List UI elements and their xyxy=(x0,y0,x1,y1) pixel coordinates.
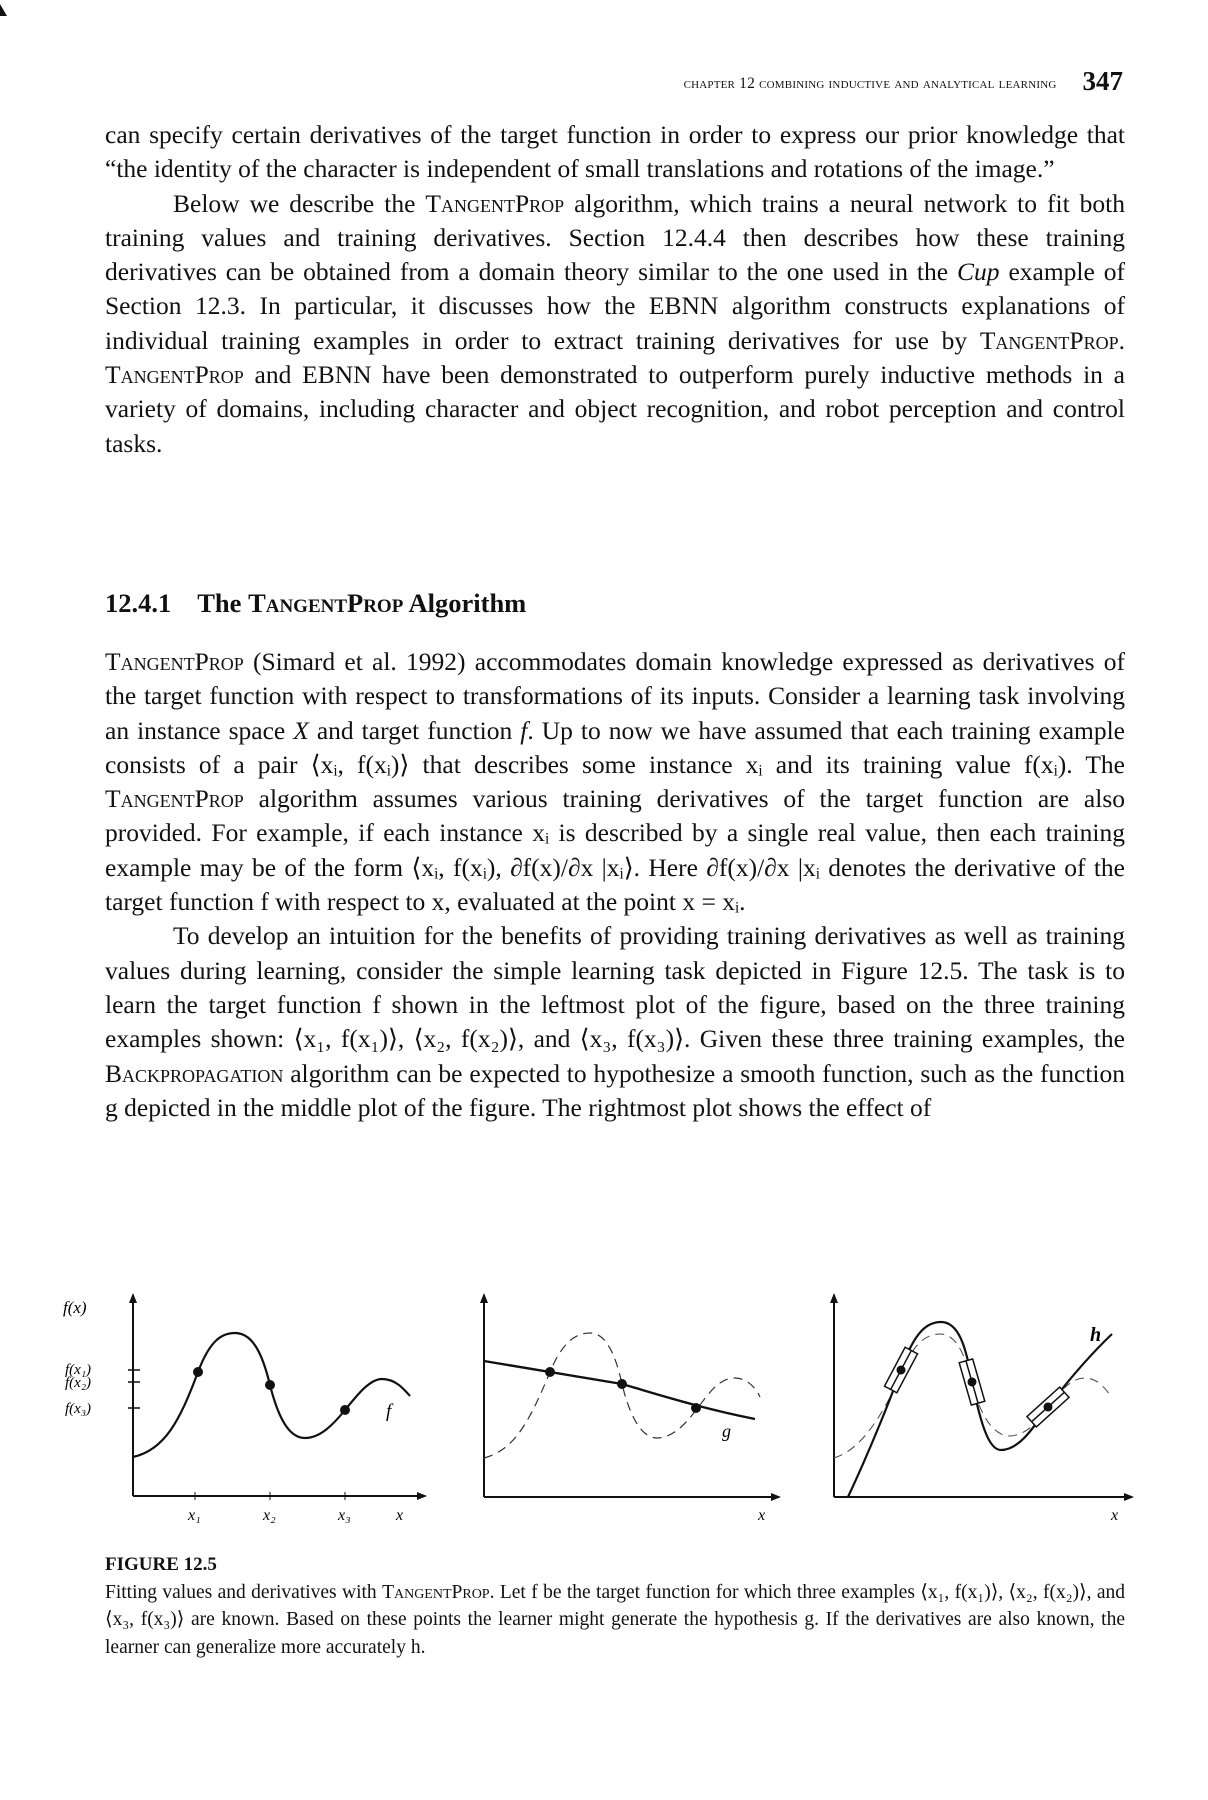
x-tick-label: x₂ xyxy=(263,1507,276,1524)
curve-label: h xyxy=(1090,1324,1102,1346)
y-tick-label: f(x₂) xyxy=(65,1375,92,1391)
figure-caption xyxy=(105,1551,1125,1661)
text: Algorithm xyxy=(403,588,527,618)
text: Below we describe the xyxy=(173,188,426,218)
paragraph xyxy=(105,187,1125,461)
page-number: 347 xyxy=(1082,66,1123,96)
text: . Let f be the target function for which three examples ⟨x₁, f(x₁)⟩, ⟨x₂, f(x₂)⟩, and ⟨x₃, f(x₃)⟩ are known. Based on these points the learner might generate the hypothesis g. If the derivatives are also known, the learner can generalize more accurately h. xyxy=(105,1581,1125,1658)
derivative-box xyxy=(1027,1387,1069,1427)
y-tick-label: f(x₃) xyxy=(65,1401,92,1417)
text: and target function xyxy=(308,715,521,745)
algorithm-name: TangentProp xyxy=(248,588,404,618)
y-axis-label: f(x) xyxy=(63,1298,87,1317)
figure-label: FIGURE 12.5 xyxy=(105,1554,217,1575)
section-number: 12.4.1 xyxy=(105,588,172,618)
x-axis-label: x xyxy=(396,1507,404,1524)
x-axis-label: x xyxy=(758,1507,766,1524)
algorithm-name: TangentProp. xyxy=(979,325,1125,355)
derivative-box xyxy=(959,1359,985,1405)
text: and EBNN have been demonstrated to outperform purely inductive methods in a variety of domains, including character and object recognition, and robot perception and control tasks. xyxy=(105,360,1125,458)
text: (Simard et al. 1992) accommodates domain knowledge expressed as derivatives of the target function with respect to transformations of its inputs. Consider a learning task involving an instance space xyxy=(105,647,1125,745)
text: algorithm can be expected to hypothesize a smooth function, such as the function g depicted in the middle plot of the figure. The rightmost plot shows the effect of xyxy=(105,1058,1125,1122)
running-head-text: chapter 12 combining inductive and analytical learning xyxy=(683,75,1057,92)
y-tick-label: f(x₁) xyxy=(65,1362,92,1378)
math-var: X xyxy=(293,715,309,745)
text: example of Section 12.3. In particular, it discusses how the EBNN algorithm constructs explanations of individual training examples in order to extract training derivatives for use by xyxy=(105,257,1125,355)
paragraph xyxy=(105,919,1125,1125)
scan-corner-mark xyxy=(0,4,7,16)
figure-12-5 xyxy=(0,1270,1208,1530)
x-axis-label: x xyxy=(1111,1507,1119,1524)
body-block-1 xyxy=(105,118,1125,461)
text: . Up to now we have assumed that each training example consists of a pair ⟨xᵢ, f(xᵢ)⟩ that describes some instance xᵢ and its training value f(xᵢ). The xyxy=(105,715,1125,779)
derivative-box xyxy=(884,1347,917,1392)
algorithm-name: TangentProp xyxy=(425,188,565,218)
text: The xyxy=(197,588,249,618)
body-block-2 xyxy=(105,645,1125,1125)
left-plot xyxy=(63,1295,425,1524)
algorithm-name: TangentProp xyxy=(105,784,244,814)
curve-label: f xyxy=(386,1401,392,1422)
math-var: f xyxy=(520,715,528,745)
x-tick-label: x₃ xyxy=(338,1507,351,1524)
paragraph: can specify certain derivatives of the target function in order to express our prior knowledge that “the identity of the character is independent of small translations and rotations of the image.” xyxy=(105,120,1125,184)
paragraph xyxy=(105,645,1125,919)
x-tick-label: x₁ xyxy=(188,1507,201,1524)
running-head xyxy=(393,66,1123,97)
section-heading xyxy=(105,588,526,619)
example-name: Cup xyxy=(957,257,1000,287)
algorithm-name: TangentProp xyxy=(105,647,244,676)
text: algorithm assumes various training derivatives of the target function are also provided. For example, if each instance xᵢ is described by a single real value, then each training example may be of the form ⟨xᵢ, f(xᵢ), ∂f(x)/∂x |xᵢ⟩. Here ∂f(x)/∂x |xᵢ denotes the derivative of the target function f with respect to x, evaluated at the point x = xᵢ. xyxy=(105,784,1125,917)
text: To develop an intuition for the benefits of providing training derivatives as well as training values during learning, consider the simple learning task depicted in Figure 12.5. The task is to learn the target function f shown in the leftmost plot of the figure, based on the three training examples shown: ⟨x₁, f(x₁)⟩, ⟨x₂, f(x₂)⟩, and ⟨x₃, f(x₃)⟩. Given these three training examples, the xyxy=(105,921,1125,1054)
algorithm-name: TangentProp xyxy=(105,360,244,390)
text: Fitting values and derivatives with xyxy=(105,1581,383,1603)
curve-label: g xyxy=(722,1421,731,1441)
text: algorithm, which trains a neural network to fit both training values and training derivatives. Section 12.4.4 then describes how these training derivatives can be obtained from a domain theory similar to the one used in the xyxy=(105,188,1125,287)
middle-plot xyxy=(484,1295,779,1524)
algorithm-name: TangentProp xyxy=(382,1581,490,1603)
right-plot xyxy=(834,1295,1132,1524)
algorithm-name: Backpropagation xyxy=(105,1058,284,1088)
